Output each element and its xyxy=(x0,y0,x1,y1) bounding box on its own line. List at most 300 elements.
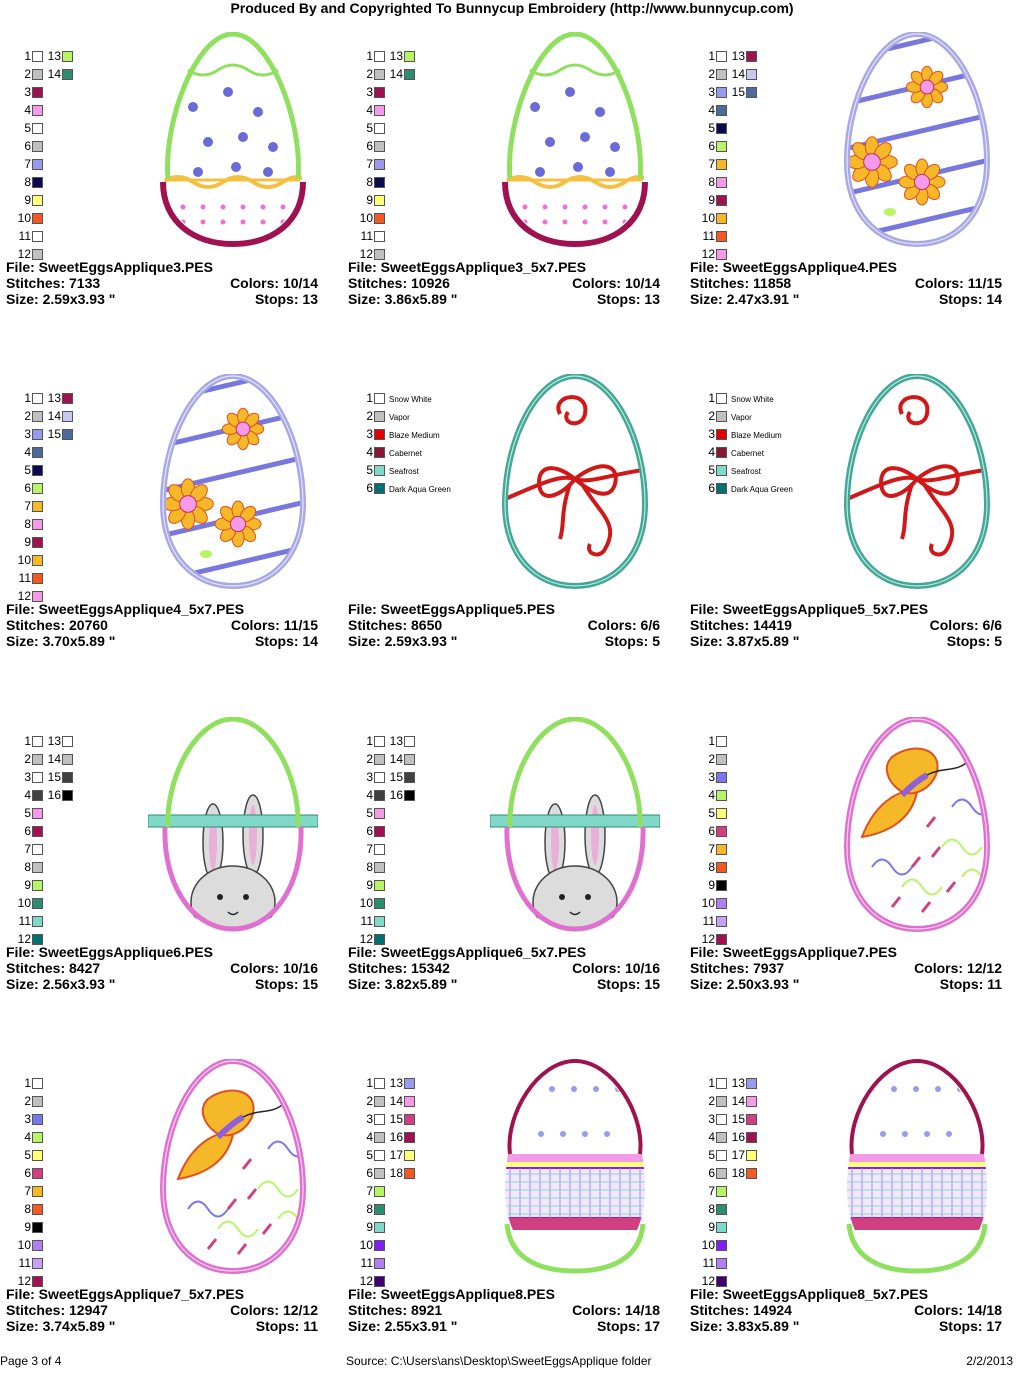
color-entry xyxy=(699,825,839,843)
color-swatch xyxy=(32,1114,43,1125)
color-number: 6 xyxy=(708,139,715,153)
egg-applique-image xyxy=(148,717,318,933)
source-path: Source: C:\Users\ans\Desktop\SweetEggsApplique folder xyxy=(346,1354,652,1368)
egg-applique-image xyxy=(148,32,318,248)
color-swatch xyxy=(374,844,385,855)
color-entry xyxy=(15,825,155,843)
color-number: 7 xyxy=(366,157,373,171)
size-line xyxy=(348,291,660,307)
stops-value: 15 xyxy=(644,976,660,992)
design-card xyxy=(687,367,1024,709)
file-name: SweetEggsApplique3.PES xyxy=(38,259,213,275)
colors-value: 10/16 xyxy=(282,960,318,976)
size-label: Size: xyxy=(690,1318,723,1334)
color-number: 11 xyxy=(18,1256,31,1270)
stitches-value: 11858 xyxy=(753,275,792,291)
color-palette xyxy=(357,735,497,955)
color-number: 4 xyxy=(708,1130,715,1144)
color-number: 2 xyxy=(708,752,715,766)
color-entry xyxy=(15,1257,155,1275)
color-swatch xyxy=(716,123,727,134)
color-swatch xyxy=(374,411,385,422)
thread-name: Vapor xyxy=(389,413,410,422)
colors-field xyxy=(572,1302,660,1318)
stops-label: Stops: xyxy=(596,976,641,992)
color-entry xyxy=(357,861,497,879)
color-swatch xyxy=(374,141,385,152)
color-swatch xyxy=(716,736,727,747)
egg-applique-image xyxy=(832,1059,1002,1275)
egg-design xyxy=(847,719,1002,929)
color-number: 12 xyxy=(17,1274,31,1288)
file-line xyxy=(6,944,318,960)
color-number: 8 xyxy=(366,175,373,189)
color-number: 1 xyxy=(366,391,373,405)
color-entry xyxy=(15,158,155,176)
stitches-line xyxy=(690,1302,1002,1318)
color-entry xyxy=(699,1203,839,1221)
design-info xyxy=(348,944,660,992)
color-number: 7 xyxy=(708,1184,715,1198)
color-entry xyxy=(357,410,497,428)
size-value: 2.47x3.91 " xyxy=(726,291,800,307)
color-swatch xyxy=(716,141,727,152)
color-number: 5 xyxy=(366,806,373,820)
color-number: 6 xyxy=(24,481,31,495)
stops-label: Stops: xyxy=(254,633,299,649)
colors-value: 12/12 xyxy=(282,1302,318,1318)
color-swatch xyxy=(32,555,43,566)
color-number: 11 xyxy=(18,571,31,585)
color-entry xyxy=(15,122,155,140)
size-line xyxy=(690,633,1002,649)
color-swatch xyxy=(404,51,415,62)
color-swatch xyxy=(32,159,43,170)
color-swatch xyxy=(716,159,727,170)
color-swatch xyxy=(746,87,757,98)
file-line xyxy=(690,601,1002,617)
color-number: 5 xyxy=(366,121,373,135)
stitches-value: 7937 xyxy=(753,960,785,976)
color-swatch xyxy=(32,880,43,891)
color-swatch xyxy=(374,447,385,458)
colors-value: 12/12 xyxy=(966,960,1002,976)
color-entry xyxy=(699,428,839,446)
color-number: 2 xyxy=(24,1094,31,1108)
stitches-value: 14924 xyxy=(753,1302,792,1318)
egg-design xyxy=(148,719,318,933)
color-entry xyxy=(15,104,155,122)
color-entry xyxy=(699,1221,839,1239)
color-number: 15 xyxy=(47,427,61,441)
color-palette xyxy=(699,50,839,270)
color-number: 2 xyxy=(24,752,31,766)
color-swatch xyxy=(404,1150,415,1161)
design-info xyxy=(348,259,660,307)
colors-field xyxy=(915,275,1002,291)
stitches-label: Stitches: xyxy=(348,275,408,291)
stitches-label: Stitches: xyxy=(6,1302,66,1318)
color-swatch xyxy=(404,736,415,747)
color-number: 10 xyxy=(17,553,31,567)
stops-label: Stops: xyxy=(946,633,991,649)
color-entry xyxy=(357,230,497,248)
color-entry xyxy=(699,789,839,807)
egg-applique-image xyxy=(490,1059,660,1275)
color-swatch xyxy=(746,69,757,80)
egg-design xyxy=(832,32,1002,244)
color-swatch xyxy=(404,69,415,80)
color-swatch xyxy=(374,465,385,476)
color-swatch xyxy=(746,1168,757,1179)
stitches-value: 8921 xyxy=(411,1302,443,1318)
color-number: 3 xyxy=(24,427,31,441)
color-swatch xyxy=(716,808,727,819)
color-number: 3 xyxy=(366,770,373,784)
stitches-value: 7133 xyxy=(69,275,101,291)
color-number: 1 xyxy=(366,49,373,63)
thread-name: Blaze Medium xyxy=(389,431,440,440)
color-number: 4 xyxy=(366,445,373,459)
design-card xyxy=(3,367,345,709)
color-swatch xyxy=(32,87,43,98)
color-swatch xyxy=(374,483,385,494)
design-card xyxy=(345,367,687,709)
color-number: 3 xyxy=(708,1112,715,1126)
stitches-value: 8650 xyxy=(411,617,443,633)
size-value: 3.86x5.89 " xyxy=(384,291,458,307)
color-number: 14 xyxy=(389,1094,403,1108)
color-entry xyxy=(699,1257,839,1275)
size-label: Size: xyxy=(6,1318,39,1334)
color-number: 15 xyxy=(389,770,403,784)
color-number: 10 xyxy=(359,896,373,910)
color-swatch xyxy=(716,772,727,783)
size-line xyxy=(690,1318,1002,1334)
color-number: 17 xyxy=(731,1148,745,1162)
color-number: 13 xyxy=(389,49,403,63)
color-number: 15 xyxy=(47,770,61,784)
color-number: 7 xyxy=(24,499,31,513)
color-swatch xyxy=(716,754,727,765)
egg-design xyxy=(148,374,318,586)
egg-design xyxy=(847,376,992,586)
color-swatch xyxy=(716,195,727,206)
stops-value: 5 xyxy=(652,633,660,649)
color-swatch xyxy=(716,177,727,188)
stitches-line xyxy=(6,275,318,291)
stitches-label: Stitches: xyxy=(6,960,66,976)
color-number: 1 xyxy=(24,49,31,63)
stops-label: Stops: xyxy=(254,291,299,307)
color-number: 4 xyxy=(24,445,31,459)
color-swatch xyxy=(32,826,43,837)
color-entry xyxy=(357,446,497,464)
stitches-value: 10926 xyxy=(411,275,450,291)
egg-design xyxy=(148,34,318,248)
color-number: 9 xyxy=(24,535,31,549)
color-number: 5 xyxy=(366,463,373,477)
color-entry xyxy=(15,536,155,554)
color-entry xyxy=(15,500,155,518)
color-swatch xyxy=(716,880,727,891)
color-number: 2 xyxy=(708,409,715,423)
design-card xyxy=(3,1052,345,1394)
color-entry xyxy=(357,176,497,194)
egg-applique-image xyxy=(832,717,1002,933)
egg-applique-image xyxy=(148,374,318,590)
file-name: SweetEggsApplique8_5x7.PES xyxy=(722,1286,929,1302)
stitches-line xyxy=(348,275,660,291)
color-number: 2 xyxy=(708,67,715,81)
color-number: 11 xyxy=(18,914,31,928)
color-swatch xyxy=(374,898,385,909)
color-entry xyxy=(15,518,155,536)
color-entry xyxy=(357,915,497,933)
thread-name: Dark Aqua Green xyxy=(731,485,793,494)
color-number: 10 xyxy=(17,896,31,910)
thread-name: Dark Aqua Green xyxy=(389,485,451,494)
color-number: 10 xyxy=(359,1238,373,1252)
file-line xyxy=(348,1286,660,1302)
color-number: 8 xyxy=(24,860,31,874)
color-number: 6 xyxy=(366,1166,373,1180)
file-name: SweetEggsApplique3_5x7.PES xyxy=(380,259,587,275)
colors-field xyxy=(914,960,1002,976)
color-number: 13 xyxy=(47,734,61,748)
color-number: 1 xyxy=(24,391,31,405)
color-number: 12 xyxy=(359,932,373,946)
color-swatch xyxy=(374,1186,385,1197)
stops-value: 11 xyxy=(987,976,1002,992)
size-line xyxy=(690,291,1002,307)
size-label: Size: xyxy=(690,633,723,649)
colors-label: Colors: xyxy=(230,1302,280,1318)
page-number: Page 3 of 4 xyxy=(0,1354,62,1368)
egg-applique-image xyxy=(490,374,660,590)
color-swatch xyxy=(32,123,43,134)
color-swatch xyxy=(32,844,43,855)
color-swatch xyxy=(32,916,43,927)
color-number: 12 xyxy=(701,247,715,261)
color-swatch xyxy=(374,195,385,206)
thread-name: Vapor xyxy=(731,413,752,422)
color-number: 7 xyxy=(366,842,373,856)
color-palette xyxy=(357,1077,497,1297)
color-swatch xyxy=(404,790,415,801)
color-number: 5 xyxy=(708,806,715,820)
color-swatch xyxy=(716,1186,727,1197)
color-swatch xyxy=(746,1114,757,1125)
color-swatch xyxy=(716,1258,727,1269)
color-entry xyxy=(15,572,155,590)
color-number: 15 xyxy=(389,1112,403,1126)
color-number: 4 xyxy=(24,1130,31,1144)
color-number: 6 xyxy=(708,824,715,838)
color-entry xyxy=(15,1149,155,1167)
colors-label: Colors: xyxy=(914,960,964,976)
file-label: File: xyxy=(6,601,35,617)
color-number: 8 xyxy=(24,175,31,189)
colors-value: 11/15 xyxy=(967,275,1002,291)
color-number: 14 xyxy=(731,67,745,81)
color-entry xyxy=(357,158,497,176)
color-entry xyxy=(699,753,839,771)
color-number: 13 xyxy=(389,734,403,748)
file-name: SweetEggsApplique7.PES xyxy=(722,944,897,960)
color-number: 16 xyxy=(389,788,403,802)
color-swatch xyxy=(716,393,727,404)
colors-label: Colors: xyxy=(572,1302,622,1318)
color-entry xyxy=(357,212,497,230)
size-line xyxy=(348,1318,660,1334)
color-entry xyxy=(699,392,839,410)
design-card xyxy=(687,1052,1024,1394)
print-date: 2/2/2013 xyxy=(966,1354,1013,1368)
color-number: 11 xyxy=(702,914,715,928)
color-entry xyxy=(699,212,839,230)
colors-field xyxy=(572,960,660,976)
design-info xyxy=(690,601,1002,649)
size-line xyxy=(348,633,660,649)
file-line xyxy=(6,1286,318,1302)
color-entry xyxy=(15,446,155,464)
color-entry xyxy=(699,1185,839,1203)
color-swatch xyxy=(32,1078,43,1089)
color-swatch xyxy=(32,862,43,873)
color-swatch xyxy=(374,808,385,819)
color-number: 15 xyxy=(731,1112,745,1126)
color-swatch xyxy=(32,501,43,512)
egg-applique-image xyxy=(148,1059,318,1275)
color-number: 9 xyxy=(366,193,373,207)
color-swatch xyxy=(32,483,43,494)
color-number: 4 xyxy=(708,788,715,802)
file-line xyxy=(6,259,318,275)
colors-label: Colors: xyxy=(572,275,622,291)
color-number: 12 xyxy=(701,932,715,946)
design-info xyxy=(6,259,318,307)
stops-field xyxy=(947,633,1002,649)
stitches-label: Stitches: xyxy=(348,960,408,976)
color-number: 8 xyxy=(24,1202,31,1216)
color-number: 9 xyxy=(24,878,31,892)
colors-field xyxy=(914,1302,1002,1318)
color-number: 6 xyxy=(24,139,31,153)
color-entry xyxy=(699,104,839,122)
color-entry xyxy=(357,843,497,861)
color-swatch xyxy=(62,772,73,783)
stops-value: 14 xyxy=(986,291,1002,307)
color-entry xyxy=(699,807,839,825)
size-label: Size: xyxy=(348,291,381,307)
colors-field xyxy=(930,617,1002,633)
color-swatch xyxy=(374,1258,385,1269)
color-swatch xyxy=(374,87,385,98)
color-palette xyxy=(699,1077,839,1297)
color-number: 6 xyxy=(366,481,373,495)
stitches-label: Stitches: xyxy=(348,617,408,633)
stops-value: 17 xyxy=(644,1318,660,1334)
color-entry xyxy=(357,1203,497,1221)
stitches-line xyxy=(348,617,660,633)
color-number: 6 xyxy=(366,824,373,838)
color-swatch xyxy=(374,880,385,891)
size-label: Size: xyxy=(6,633,39,649)
stops-value: 11 xyxy=(303,1318,318,1334)
color-swatch xyxy=(62,736,73,747)
color-entry xyxy=(357,86,497,104)
color-swatch xyxy=(374,916,385,927)
egg-applique-image xyxy=(490,32,660,248)
color-swatch xyxy=(32,195,43,206)
file-name: SweetEggsApplique4.PES xyxy=(722,259,897,275)
color-entry xyxy=(699,482,839,500)
color-swatch xyxy=(374,393,385,404)
color-swatch xyxy=(374,1222,385,1233)
color-swatch xyxy=(62,69,73,80)
color-number: 10 xyxy=(359,211,373,225)
size-value: 3.74x5.89 " xyxy=(42,1318,116,1334)
color-entry xyxy=(15,1113,155,1131)
egg-design xyxy=(832,1061,1002,1271)
color-swatch xyxy=(374,159,385,170)
egg-design xyxy=(163,1061,318,1271)
stitches-label: Stitches: xyxy=(348,1302,408,1318)
color-entry xyxy=(15,1095,155,1113)
size-value: 3.83x5.89 " xyxy=(726,1318,800,1334)
size-label: Size: xyxy=(6,976,39,992)
size-line xyxy=(6,1318,318,1334)
color-number: 2 xyxy=(366,409,373,423)
color-number: 7 xyxy=(708,157,715,171)
color-number: 6 xyxy=(24,824,31,838)
color-swatch xyxy=(62,393,73,404)
color-entry xyxy=(357,194,497,212)
color-entry xyxy=(357,825,497,843)
file-name: SweetEggsApplique7_5x7.PES xyxy=(38,1286,245,1302)
design-card xyxy=(345,710,687,1052)
colors-label: Colors: xyxy=(914,1302,964,1318)
color-number: 7 xyxy=(24,842,31,856)
stitches-line xyxy=(690,275,1002,291)
colors-value: 14/18 xyxy=(966,1302,1002,1318)
design-info xyxy=(690,259,1002,307)
color-number: 18 xyxy=(731,1166,745,1180)
color-palette xyxy=(15,392,155,612)
color-swatch xyxy=(62,411,73,422)
color-number: 11 xyxy=(702,229,715,243)
colors-label: Colors: xyxy=(929,617,979,633)
color-number: 2 xyxy=(366,752,373,766)
stitches-label: Stitches: xyxy=(690,1302,750,1318)
color-number: 9 xyxy=(366,1220,373,1234)
stops-label: Stops: xyxy=(938,1318,983,1334)
color-swatch xyxy=(374,231,385,242)
color-entry xyxy=(357,482,497,500)
color-number: 3 xyxy=(708,427,715,441)
color-entry xyxy=(357,879,497,897)
file-label: File: xyxy=(6,944,35,960)
color-swatch xyxy=(746,1132,757,1143)
design-card xyxy=(345,25,687,367)
size-value: 3.70x5.89 " xyxy=(42,633,116,649)
color-swatch xyxy=(32,537,43,548)
color-entry xyxy=(357,1221,497,1239)
stops-field xyxy=(597,1318,660,1334)
stitches-label: Stitches: xyxy=(6,275,66,291)
design-card xyxy=(345,1052,687,1394)
